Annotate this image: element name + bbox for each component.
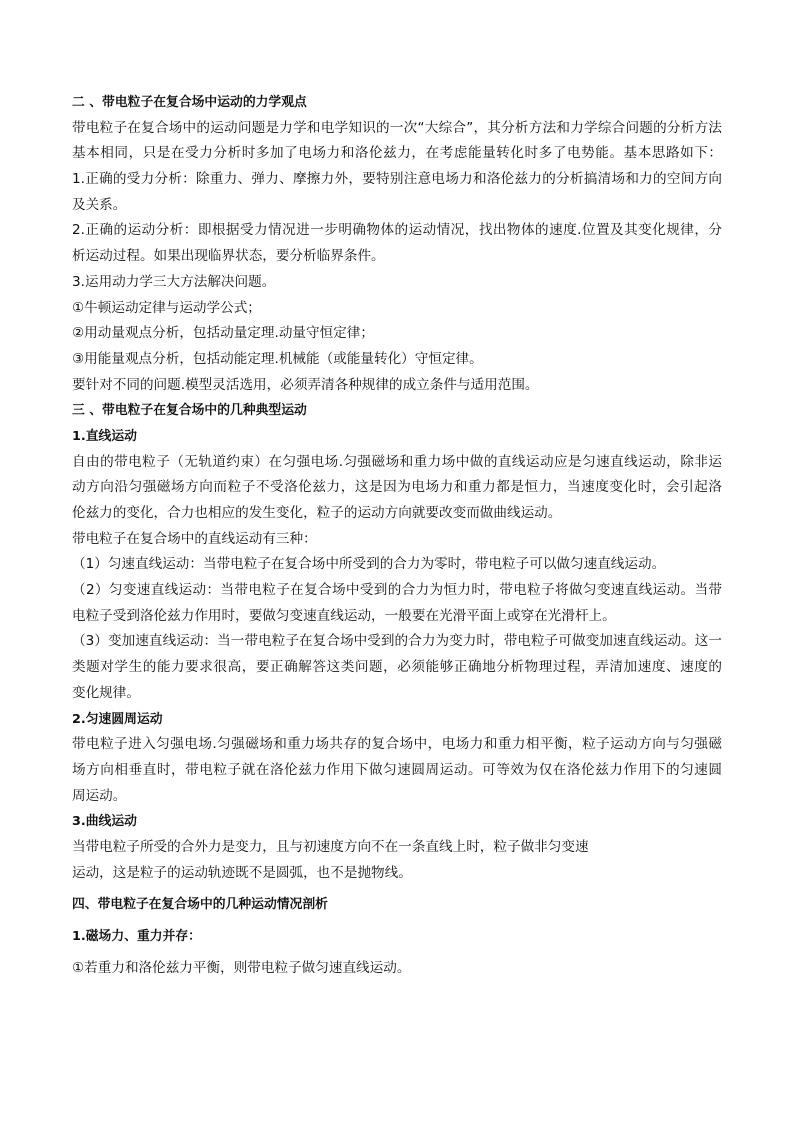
s3-case-3-line-1: （3）变加速直线运动：当一带电粒子在复合场中受到的合力为变力时，带电粒子可做变加速直线运动。这一 [72, 633, 722, 650]
s4-subheading-1: 1.磁场力、重力并存： [72, 929, 201, 944]
s2-paragraph-2-line-1: 1.正确的受力分析：除重力、弹力、摩擦力外，要特别注意电场力和洛伦兹力的分析搞清场和力的空间方向 [72, 171, 722, 188]
section-3-heading: 三 、带电粒子在复合场中的几种典型运动 [72, 403, 307, 419]
s3-paragraph-3-line-2: 场方向相垂直时，带电粒子就在洛伦兹力作用下做匀速圆周运动。可等效为仅在洛伦兹力作用下的匀速圆 [72, 761, 722, 778]
s3-case-3-line-2: 类题对学生的能力要求很高，要正确解答这类问题，必须能够正确地分析物理过程，弄清加速度、速度的 [72, 659, 722, 676]
s3-paragraph-1-line-2: 动方向沿匀强磁场方向而粒子不受洛伦兹力，这是因为电场力和重力都是恒力，当速度变化时，会引起洛 [72, 479, 722, 496]
s3-paragraph-1-line-1: 自由的带电粒子（无轨道约束）在匀强电场.匀强磁场和重力场中做的直线运动应是匀速直线运动，除非运 [72, 453, 722, 470]
s3-case-1: （1）匀速直线运动：当带电粒子在复合场中所受到的合力为零时，带电粒子可以做匀速直线运动。 [72, 556, 666, 573]
s3-subheading-1: 1.直线运动 [72, 428, 137, 444]
document-page [72, 90, 722, 981]
s3-case-2-line-1: （2）匀变速直线运动：当带电粒子在复合场中受到的合力为恒力时，带电粒子将做匀变速直线运动。当带 [72, 582, 722, 599]
s2-paragraph-2-line-2: 及关系。 [72, 196, 127, 213]
section-2-heading: 二 、带电粒子在复合场中运动的力学观点 [72, 95, 307, 110]
s3-case-2-line-2: 电粒子受到洛伦兹力作用时，要做匀变速直线运动，一般要在光滑平面上或穿在光滑杆上。 [72, 607, 616, 624]
s2-paragraph-4: 3.运用动力学三大方法解决问题。 [72, 273, 276, 290]
s3-paragraph-3-line-3: 周运动。 [72, 787, 127, 804]
s3-paragraph-1-line-3: 伦兹力的变化，合力也相应的发生变化，粒子的运动方向就要改变而做曲线运动。 [72, 505, 562, 521]
s2-list-item-3: ③用能量观点分析，包括动能定理.机械能（或能量转化）守恒定律。 [72, 350, 483, 367]
s2-list-item-1: ①牛顿运动定律与运动学公式； [72, 299, 261, 316]
s2-paragraph-1-line-1: 带电粒子在复合场中的运动问题是力学和电学知识的一次“大综合”，其分析方法和力学综合问题的分析方法 [72, 119, 722, 136]
s3-subheading-2: 2.匀速圆周运动 [72, 711, 163, 727]
s2-paragraph-5: 要针对不同的问题.模型灵活选用，必须弄清各种规律的成立条件与适用范围。 [72, 376, 539, 393]
s3-paragraph-2: 带电粒子在复合场中的直线运动有三种： [72, 530, 317, 547]
s3-paragraph-4-line-2: 运动，这是粒子的运动轨迹既不是圆弧，也不是抛物线。 [72, 864, 412, 881]
s2-paragraph-1-line-2: 基本相同，只是在受力分析时多加了电场力和洛伦兹力，在考虑能量转化时多了电势能。基本思路如下： [72, 145, 722, 162]
s3-subheading-3: 3.曲线运动 [72, 814, 137, 830]
s2-paragraph-3-line-2: 析运动过程。如果出现临界状态，要分析临界条件。 [72, 248, 385, 265]
s3-paragraph-3-line-1: 带电粒子进入匀强电场.匀强磁场和重力场共存的复合场中，电场力和重力相平衡，粒子运动方向与匀强磁 [72, 736, 722, 753]
s4-list-item-1: ①若重力和洛伦兹力平衡，则带电粒子做匀速直线运动。 [72, 959, 411, 976]
section-4-heading: 四、带电粒子在复合场中的几种运动情况剖析 [72, 897, 328, 913]
s3-paragraph-4-line-1: 当带电粒子所受的合外力是变力，且与初速度方向不在一条直线上时，粒子做非匀变速 [72, 838, 589, 855]
s2-paragraph-3-line-1: 2.正确的运动分析：即根据受力情况进一步明确物体的运动情况，找出物体的速度.位置及其变化规律，分 [72, 222, 722, 239]
s2-list-item-2: ②用动量观点分析，包括动量定理.动量守恒定律； [72, 325, 374, 342]
s3-case-3-line-3: 变化规律。 [72, 684, 140, 701]
